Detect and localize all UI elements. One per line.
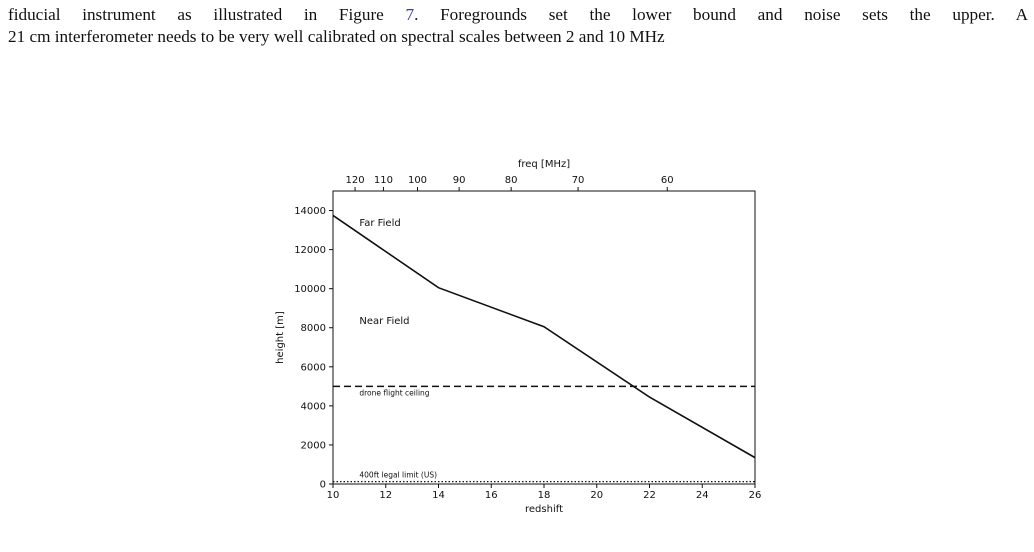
top-tick-label: 70	[571, 175, 585, 186]
y-tick-label: 14000	[294, 206, 326, 218]
x-tick-label: 18	[537, 490, 551, 501]
x-tick-label: 12	[379, 490, 393, 501]
height-curve-line	[333, 215, 755, 457]
y-tick-label: 8000	[300, 323, 326, 335]
top-axis-title: freq [MHz]	[517, 159, 571, 170]
drone-ceiling-label: drone flight ceiling	[359, 388, 430, 398]
text-line-2: 21 cm interferometer needs to be very well calibrated on spectral scales between 2 and 10 MHz	[8, 27, 665, 46]
x-tick-label: 16	[484, 490, 498, 501]
top-tick-label: 100	[407, 175, 428, 186]
y-tick-label: 12000	[294, 245, 326, 257]
y-tick-label: 4000	[300, 401, 326, 413]
far-field-label: Far Field	[359, 218, 401, 230]
top-tick-label: 80	[504, 175, 518, 186]
y-tick-label: 10000	[294, 284, 326, 296]
top-tick-label: 60	[660, 175, 674, 186]
text-line-1-start: fiducial instrument as illustrated in Figure	[8, 5, 384, 24]
plot-frame	[333, 191, 755, 484]
text-line-1-end: . Foregrounds set the lower bound and noise sets the upper. A	[414, 5, 1028, 24]
x-tick-label: 26	[748, 490, 762, 501]
y-tick-label: 2000	[300, 440, 326, 452]
figure-reference-link[interactable]: 7	[405, 5, 415, 24]
x-tick-label: 24	[695, 490, 709, 501]
x-tick-label: 20	[590, 490, 604, 501]
x-tick-label: 10	[326, 490, 340, 501]
top-tick-label: 110	[373, 175, 393, 186]
legal-limit-label: 400ft legal limit (US)	[359, 470, 438, 480]
top-tick-label: 90	[452, 175, 466, 186]
top-tick-label: 120	[345, 175, 365, 186]
near-field-label: Near Field	[359, 315, 410, 327]
x-tick-label: 22	[643, 490, 656, 501]
x-axis-title: redshift	[525, 504, 563, 515]
x-tick-label: 14	[432, 490, 445, 501]
y-tick-label: 6000	[300, 362, 326, 374]
y-axis-title: height [m]	[275, 311, 286, 364]
y-tick-label: 0	[319, 479, 326, 491]
